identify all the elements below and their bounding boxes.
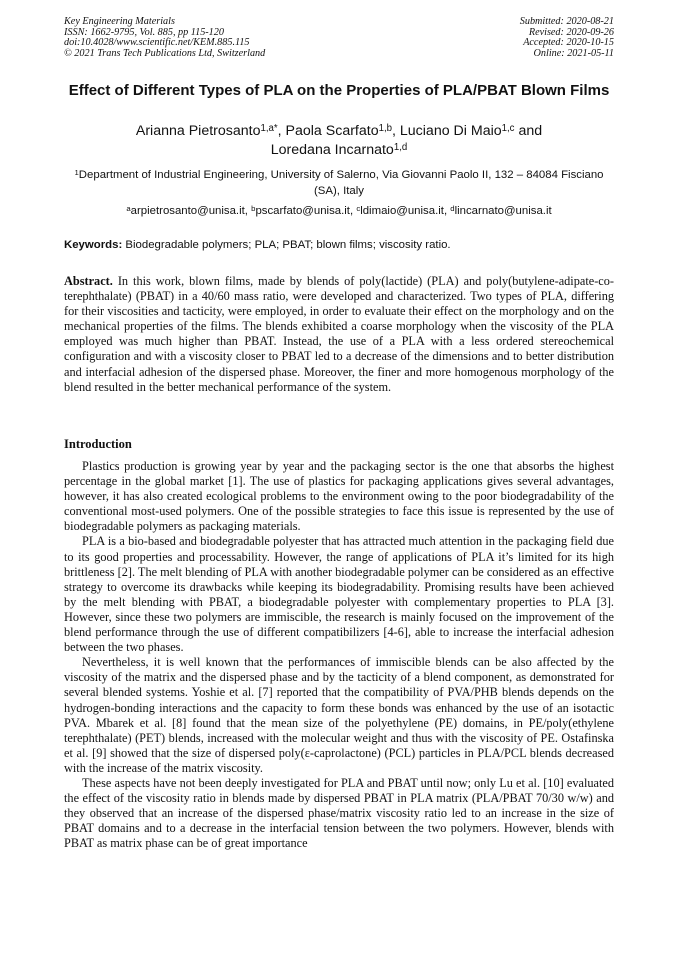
journal-header [64,17,265,59]
journal-name: Key Engineering Materials [64,16,175,27]
email-sup: a [126,203,131,213]
keywords-label: Keywords: [64,239,123,251]
author-separator: , [277,123,286,139]
paragraph: Nevertheless, it is well known that the performances of immiscible blends can be also affected by the viscosity of the matrix and the dispersed phase and by the tacticity of a blend component, as demonstrated for several blended systems. Yoshie et al. [7] reported that the compatibility of PVA/PHB blends depends on the hydrogen-bonding interactions and the capacity to form these bonds was enhanced by the use of an isotactic PVA. Mbarek et al. [8] found that the mean size of the polyethylene (PE) domains, in PE/poly(ethylene terephthalate) (PET) blends, increased with the molecular weight and thus with the viscosity of PE. Ostafinska et al. [9] showed that the size of dispersed poly(ε-caprolactone) (PCL) particles in PLA/PCL blends decreased with the increase of the matrix viscosity. [64,655,614,775]
paper-title: Effect of Different Types of PLA on the Properties of PLA/PBAT Blown Films [68,82,610,99]
email-link[interactable]: arpietrosanto@unisa.it [130,205,245,217]
author-sup: 1,a* [260,122,278,134]
author-sup: 1,c [501,122,515,134]
abstract [64,274,614,395]
email-link[interactable]: lincarnato@unisa.it [454,205,552,217]
email-sup: c [356,203,361,213]
keywords-text: Biodegradable polymers; PLA; PBAT; blown films; viscosity ratio. [125,239,451,251]
doi-line[interactable]: doi:10.4028/www.scientific.net/KEM.885.115 [64,37,250,49]
abstract-label: Abstract. [64,274,113,288]
author-list [64,122,614,160]
section-heading-introduction: Introduction [64,437,132,451]
affiliation-sup: 1 [74,167,79,177]
affiliation-text: Department of Industrial Engineering, University of Salerno, Via Giovanni Paolo II, 132 – 84084 Fisciano (SA), Italy [78,169,604,197]
affiliation [64,167,614,199]
author-name: Arianna Pietrosanto [135,123,261,139]
accepted-date: Accepted: 2020-10-15 [523,37,614,49]
author-name: Loredana Incarnato [270,142,394,158]
copyright-line: © 2021 Trans Tech Publications Ltd, Switzerland [64,47,266,59]
author-name: Luciano Di Maio [399,123,502,139]
author-sup: 1,b [378,122,393,134]
email-sup: d [450,203,455,213]
author-sup: 1,d [393,141,408,153]
revised-date: Revised: 2020-09-26 [528,26,614,38]
author-separator: , [392,123,400,139]
email-link[interactable]: pscarfato@unisa.it [255,205,350,217]
paragraph: Plastics production is growing year by year and the packaging sector is the one that absorbs the highest percentage in the global market [1]. The use of plastics for packaging applications gives several advantages, however, it has also created ecological problems to the environment owing to the poor biodegradability of the conventional most-used polymers. One of the possible strategies to face this issue is represented by the use of biodegradable polymers as packaging materials. [64,459,614,534]
online-date: Online: 2021-05-11 [533,47,614,59]
paragraph: These aspects have not been deeply investigated for PLA and PBAT until now; only Lu et al. [10] evaluated the effect of the viscosity ratio in blends made by dispersed PBAT in PLA matrix (PLA/PBAT 70/30 w/w) and they observed that an increase of the dispersed phase/matrix viscosity ratio led to an increase in the size of PBAT domains and to a decrease in the interfacial tension between the two polymers. However, blends with PBAT as matrix phase can be of great importance [64,775,614,851]
issn-line: ISSN: 1662-9795, Vol. 885, pp 115-120 [64,26,224,38]
email-list: $^a$arpietrosanto@unisa.it, $^b$pscarfato@unisa.it, $^c$ldimaio@unisa.it, $^d$lincarnato@unisa.it [126,203,552,217]
email-sup: b [251,203,256,213]
keywords [64,238,614,252]
email-link[interactable]: ldimaio@unisa.it [360,205,444,217]
abstract-text: In this work, blown films, made by blends of poly(lactide) (PLA) and poly(butylene-adipate-co-terephthalate) (PBAT) in a 40/60 mass ratio, were developed and characterized. Two types of PLA, differing for their viscosities and tacticity, were employed, in order to evaluate their effect on the morphology and on the mechanical properties of the films. The blends exhibited a coarse morphology when the viscosity of the PLA employed was much higher than PBAT. Instead, the use of a PLA with a less ordered stereochemical configuration and with a viscosity closer to PBAT led to a decrease of the dimensions and to better distribution and interfacial adhesion of the dispersed phase. Moreover, the finer and more homogenous morphology of the blend resulted in the better mechanical performance of the system. [64,274,614,394]
introduction-body [64,459,614,851]
author-name: Paola Scarfato [285,123,379,139]
submitted-date: Submitted: 2020-08-21 [519,16,614,27]
paragraph: PLA is a bio-based and biodegradable polyester that has attracted much attention in the packaging field due to its good properties and processability. However, the range of applications of PLA it’s limited for its high brittleness [2]. The melt blending of PLA with another biodegradable polymer can be considered as an effective strategy to overcome its drawbacks while keeping its biodegradability. Promising results have been achieved by the melt blending with PBAT, a biodegradable polyester with complementary properties to PLA [3]. However, since these two polymers are immiscible, the research is mainly focused on the improvement of the blend performance through the use of different compatibilizers [4-6], able to increase the interfacial adhesion between the two phases. [64,534,614,655]
dates-header [520,17,614,59]
author-separator: and [514,123,543,139]
